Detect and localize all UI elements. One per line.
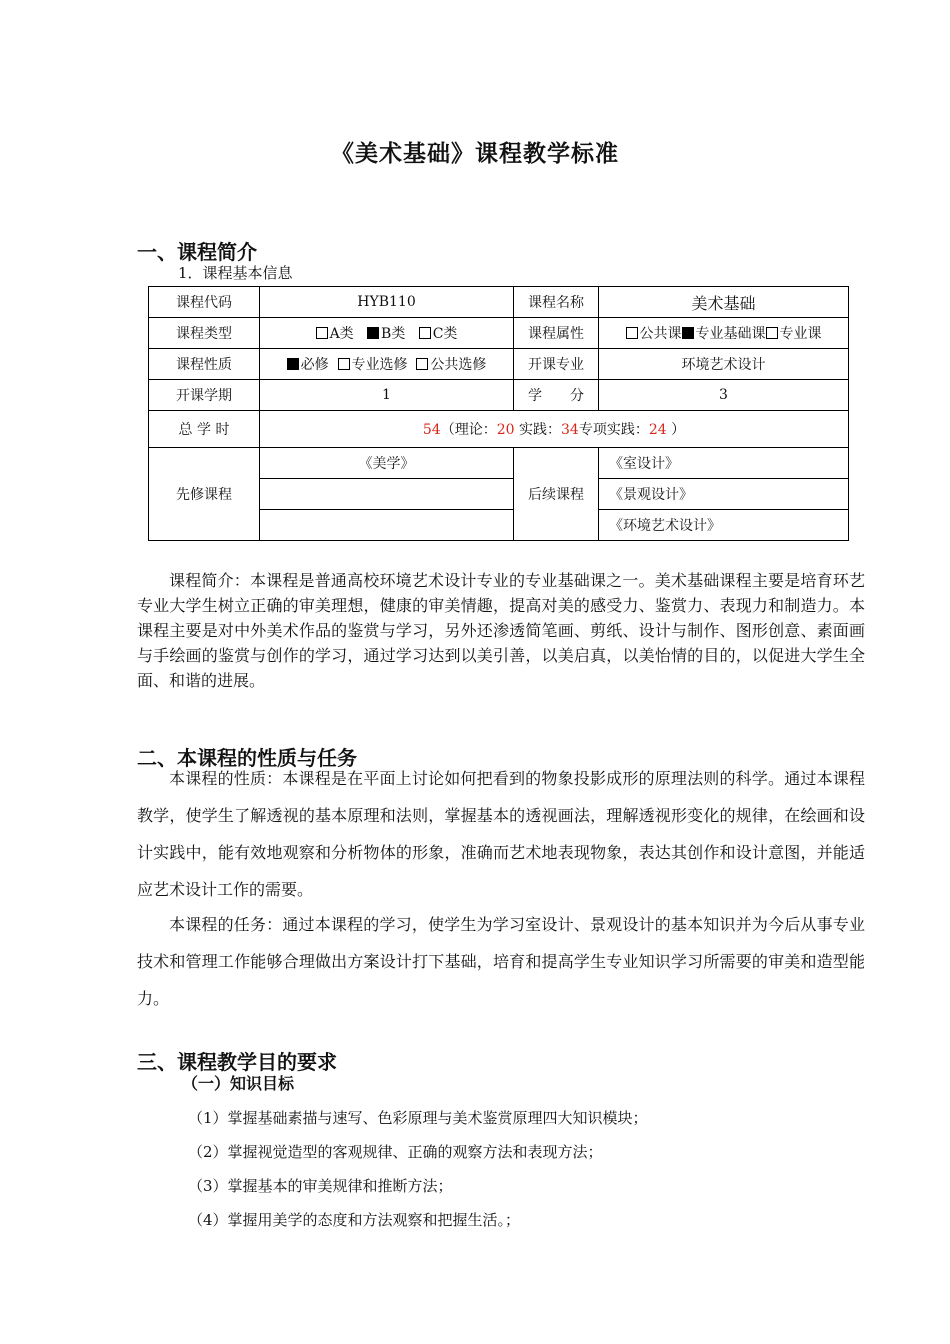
label-term: 开课学期 xyxy=(149,380,260,411)
attr-major: 专业课 xyxy=(779,326,822,342)
checkbox-checked-icon xyxy=(682,327,694,339)
course-nature-paragraph: 本课程的性质：本课程是在平面上讨论如何把看到的物象投影成形的原理法则的科学。通过本课程教学，使学生了解透视的基本原理和法则，掌握基本的透视画法，理解透视形变化的规律，在绘画和设计实践中，能有效地观察和分析物体的形象，准确而艺术地表现物象，表达其创作和设计意图，并能适应艺术设计工作的需要。 xyxy=(137,769,865,899)
checkbox-unchecked-icon xyxy=(419,327,431,339)
value-course-name: 美术基础 xyxy=(599,287,849,318)
value-credit: 3 xyxy=(599,380,849,411)
type-b: B类 xyxy=(381,326,406,342)
document-title: 《美术基础》课程教学标准 xyxy=(331,141,619,167)
list-item: （3）掌握基本的审美规律和推断方法； xyxy=(188,1177,453,1195)
value-course-nature xyxy=(260,349,514,380)
table-row xyxy=(149,448,849,479)
label-major: 开课专业 xyxy=(514,349,599,380)
label-follow-up: 后续课程 xyxy=(514,448,599,541)
hours-practice-label: 实践： xyxy=(514,422,561,438)
label-prerequisite: 先修课程 xyxy=(149,448,260,541)
type-c: C类 xyxy=(432,326,458,342)
follow-up-course: 《环境艺术设计》 xyxy=(599,510,849,541)
course-task-paragraph: 本课程的任务：通过本课程的学习，使学生为学习室设计、景观设计的基本知识并为今后从事专业技术和管理工作能够合理做出方案设计打下基础，培育和提高学生专业知识学习所需要的审美和造型能力。 xyxy=(137,915,865,1008)
subsection-knowledge-goals: （一）知识目标 xyxy=(182,1074,295,1093)
table-row xyxy=(149,287,849,318)
course-intro-paragraph: 课程简介：本课程是普通高校环境艺术设计专业的专业基础课之一。美术基础课程主要是培育环艺专业大学生树立正确的审美理想，健康的审美情趣，提高对美的感受力、鉴赏力、表现力和制造力。本课程主要是对中外美术作品的鉴赏与学习，另外还渗透简笔画、剪纸、设计与制作、图形创意、素面画与手绘画的鉴赏与创作的学习，通过学习达到以美引善，以美启真，以美怡情的目的，以促进大学生全面、和谐的进展。 xyxy=(137,571,865,690)
hours-special-label: 专项实践： xyxy=(578,422,649,438)
value-course-type xyxy=(260,318,514,349)
prerequisite-course: 《美学》 xyxy=(260,448,514,479)
nature-required: 必修 xyxy=(300,357,329,373)
hours-theory: 20 xyxy=(496,422,515,438)
hours-special: 24 xyxy=(648,422,667,438)
checkbox-unchecked-icon xyxy=(626,327,638,339)
list-item: （4）掌握用美学的态度和方法观察和把握生活。； xyxy=(188,1211,521,1229)
prerequisite-course xyxy=(260,510,514,541)
checkbox-unchecked-icon xyxy=(766,327,778,339)
section-heading-2: 二、本课程的性质与任务 xyxy=(137,746,357,770)
label-credit: 学 分 xyxy=(514,380,599,411)
value-total-hours xyxy=(260,411,849,448)
follow-up-course: 《室设计》 xyxy=(599,448,849,479)
attr-public: 公共课 xyxy=(639,326,682,342)
attr-basic: 专业基础课 xyxy=(695,326,766,342)
label-course-type: 课程类型 xyxy=(149,318,260,349)
table-row xyxy=(149,349,849,380)
checkbox-unchecked-icon xyxy=(416,358,428,370)
label-course-code: 课程代码 xyxy=(149,287,260,318)
list-item: （2）掌握视觉造型的客观规律、正确的观察方法和表现方法； xyxy=(188,1143,603,1161)
checkbox-unchecked-icon xyxy=(338,358,350,370)
table-row xyxy=(149,318,849,349)
follow-up-course: 《景观设计》 xyxy=(599,479,849,510)
label-course-attr: 课程属性 xyxy=(514,318,599,349)
label-course-nature: 课程性质 xyxy=(149,349,260,380)
subsection-basic-info: 1．课程基本信息 xyxy=(178,264,293,282)
prerequisite-course xyxy=(260,479,514,510)
nature-public: 公共选修 xyxy=(430,357,487,373)
value-course-attr xyxy=(599,318,849,349)
value-major: 环境艺术设计 xyxy=(599,349,849,380)
label-total-hours: 总 学 时 xyxy=(149,411,260,448)
value-course-code: HYB110 xyxy=(260,287,514,318)
hours-practice: 34 xyxy=(561,422,579,438)
checkbox-checked-icon xyxy=(367,327,379,339)
hours-total: 54 xyxy=(422,422,441,438)
list-item: （1）掌握基础素描与速写、色彩原理与美术鉴赏原理四大知识模块； xyxy=(188,1109,648,1127)
label-course-name: 课程名称 xyxy=(514,287,599,318)
section-heading-1: 一、课程简介 xyxy=(137,240,257,264)
checkbox-checked-icon xyxy=(287,358,299,370)
table-row xyxy=(149,380,849,411)
checkbox-unchecked-icon xyxy=(316,327,328,339)
course-info-table xyxy=(148,286,849,541)
value-term: 1 xyxy=(260,380,514,411)
hours-close: ） xyxy=(666,422,686,438)
hours-theory-label: （理论： xyxy=(440,422,497,438)
table-row xyxy=(149,411,849,448)
nature-elective: 专业选修 xyxy=(351,357,408,373)
section-heading-3: 三、课程教学目的要求 xyxy=(137,1050,337,1074)
type-a: A类 xyxy=(329,326,354,342)
